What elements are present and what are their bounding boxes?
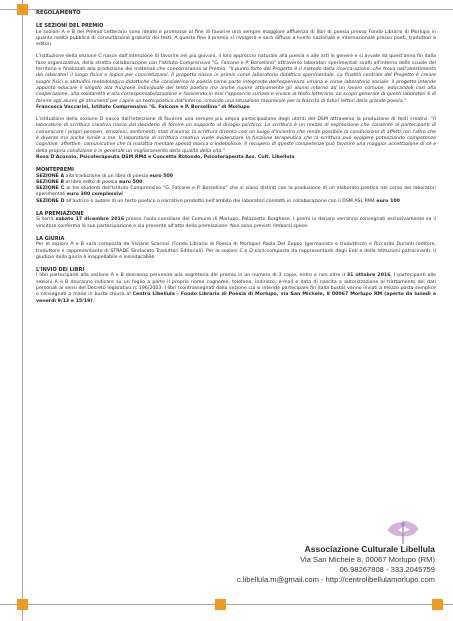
- corner-square-bottom-left: [17, 599, 28, 610]
- paragraph-giuria: Per le sezioni A e B sarà composta da Viviane Scarinci (Fondo Librario di Poesia di Morlupo) Paola Del Zoppo (germanista e traduttrice) e Riccardo Duranti (editore, traduttore e rappresentante di STRADE Sindacato Traduttori Editoriali). Per le sezioni C e D sarà composta da rappresentanti degli Enti e delle Istituzioni patrocinanti. Il giudizio della giuria è inappellabile e insindacabile.: [36, 242, 436, 260]
- section-title-giuria: LA GIURIA: [36, 235, 65, 242]
- frame-line-bottom: [0, 604, 453, 605]
- paragraph-section-c: [36, 54, 436, 104]
- org-address: Via San Michele 8, 00067 Morlupo (RM): [300, 555, 435, 564]
- section-title-invio: L'INVIO DEI LIBRI: [36, 267, 85, 274]
- org-name: Associazione Culturale Libellula: [304, 544, 435, 554]
- section-c-quote: "Il punto forte del Progetto è il metodo della ricerca-azione, che trova nell'allestimento dei laboratori il luogo fisico e logico per concretizzarsi. Il progetto nasce in primis come laboratorio didattico sperimentale. La finalità centrale del Progetto è creare luoghi fisici e abitudini metodologico-didattiche che considerino la poesia come parte integrante dell'esperienza umana e come laboratorio sociale: il progetto intende appunto educare il singolo alla fruizione individuale del testo poetico ma anche riunire attivamente gli alunni intorno ad un lavoro comune, educandoli così alla cooperazione, alla solidarietà e alla corresponsabilizzazione e favorendo in essi l'approccio curioso e vivace al testo letterario. Lo scopo generale di questi laboratori è di fornire agli alunni gli strumenti per capire un testo poetico dall'interno, creando una situazione favorevole per la Nascita di futuri lettori della grande poesia.": [36, 67, 436, 104]
- paragraph-premiazione: Si terrà sabato 17 dicembre 2016 presso l'aula consiliare del Comune di Morlupo, Palazzetto Borghese. I premi in denaro verranno consegnati esclusivamente se il vincitore conferma la sue partecipazione e sia presente all'atto della premiazione. Non sono previsti rimborsi spese.: [36, 217, 436, 229]
- section-c-intro: L'istituzione della sezione C nasce dall'intenzione di favorire nei più giovani, il loro approccio naturale alla poesia e alle arti in genere e si avvale da quest'anno fin dalla fase organizzativa, della stretta collaborazione con l'Istituto Comprensivo "G. Falcone e P. Borsellino" attraverso laboratori sperimentali svolti all'interno delle scuole del territorio e finalizzati alla produzione dei materiali che concorreranno al Premio.: [36, 54, 436, 73]
- section-title-montepremi: MONTEPREMI: [36, 167, 75, 174]
- section-d-quote: "Il laboratorio di scrittura creativa nasce dal desiderio di fornire un supporto al disagio psichico. La scrittura è un mezzo di espressione che consente ai partecipanti di comunicare i propri pensieri, emozioni, sentimenti, stati d'animo; la scrittura diventa così un luogo d'incontro che rende possibile la condivisione di affetti con l'altro che è diverso ma anche simile a me. Il laboratorio di scrittura creativa vuole evidenziare la funzione terapeutica che la scrittura può svolgere potenziando competenze cognitive, affettive, comunicative che la malattia mentale spesso blocca o indebolisce. Il recupero di queste competenze può favorire una maggior accettazione di sé e della propria condizione e in generale un miglioramento della qualità della vita.": [36, 117, 436, 154]
- prize-b: SEZIONE B al libro edito di poesia euro 500: [36, 179, 143, 185]
- section-title-premiazione: LA PREMIAZIONE: [36, 211, 84, 218]
- org-email-website[interactable]: c.libellula.m@gmail.com - http://centrolibellulamorlupo.com: [236, 575, 435, 584]
- prize-a: SEZIONE A alla traduzione di un libro di poesia euro 500: [36, 173, 174, 179]
- paragraph-invio: I libri partecipanti alla sezione A e B dovranno pervenire alla segreteria del premio in un numero di 3 copie, entro e non oltre il 31 ottobre 2016. I partecipanti alle sezioni A e B dovranno indicare su un foglio a parte il proprio nome cognome, telefono, indirizzo, e-mail e data di nascita e autorizzazione al trattamento dei dati personali ai sensi del Decreto legislativo n. 196/2003. I libri (contrassegnati dalla sezione cui si intende partecipare fin dalla busta) vanno inviati a mezzo posta semplice o consegnati a mano in busta chiusa al Centro Libellula - Fondo Librario di Poesia di Morlupo, via San Michele, 8 00067 Morlupo RM (aperto da lunedì a venerdì 9/13 e 15/19).: [36, 273, 436, 304]
- corner-square-bottom-right: [432, 599, 443, 610]
- frame-line-left: [22, 0, 23, 621]
- prize-c: SEZIONE C ai tre studenti dell'Istituto Comprensivo "G. Falcone e P. Borsellino" che si siano distinti con la produzione di un elaborato poetico nel corso dei laboratori sperimentali euro 300 complessivi: [36, 186, 436, 198]
- page-title: REGOLAMENTO: [36, 10, 81, 16]
- paragraph-section-d: [36, 117, 436, 155]
- prize-d: SEZIONE D all'autrice o autore di un testo poetico o narrativo prodotto nell'ambito dei laboratori condotti in collaborazione con il DSM ASL RM4 euro 100: [36, 198, 400, 204]
- dragonfly-icon: [386, 519, 420, 545]
- footer-contact: [237, 544, 435, 585]
- regulation-body: [36, 10, 436, 305]
- org-phones: 06.98267808 - 333.2045759: [339, 565, 435, 574]
- section-d-intro: L'istituzione della sezione D nasce dall'intenzione di favorire una sempre più ampia partecipazione degli utenti del DSM attraverso la produzione di testi creativi.: [36, 117, 429, 123]
- section-title-sezioni: LE SEZIONI DEL PREMIO: [36, 23, 104, 30]
- signature-vaccarini: Francesca Vaccarini, Istituto Comprensivo "G. Falcone e P. Borsellino" di Morlupo: [36, 104, 250, 110]
- signature-dacunzio-rotondo: Rosa D'Acunzio, Psicoterapeuta DSM RM4 e Concetta Rotondo, Psicoterapeuta Ass. Cult. Libellula: [36, 154, 295, 160]
- corner-square-bottom-middle: [215, 599, 226, 610]
- corner-square-top-left: [17, 4, 28, 15]
- paragraph-sections-ab: Le sezioni A e B del Premio Letterario sono ideate e promosse al fine di favorire una sempre maggiore affluenza di libri di poesia presso Fondo Librario di Morlupo in quanto realtà pubblica di consultazione gratuita dei testi. A questo fine il premio si rivolgerà e sarà diffuso a livello nazionale e internazionale presso poeti, traduttori e editori.: [36, 29, 436, 48]
